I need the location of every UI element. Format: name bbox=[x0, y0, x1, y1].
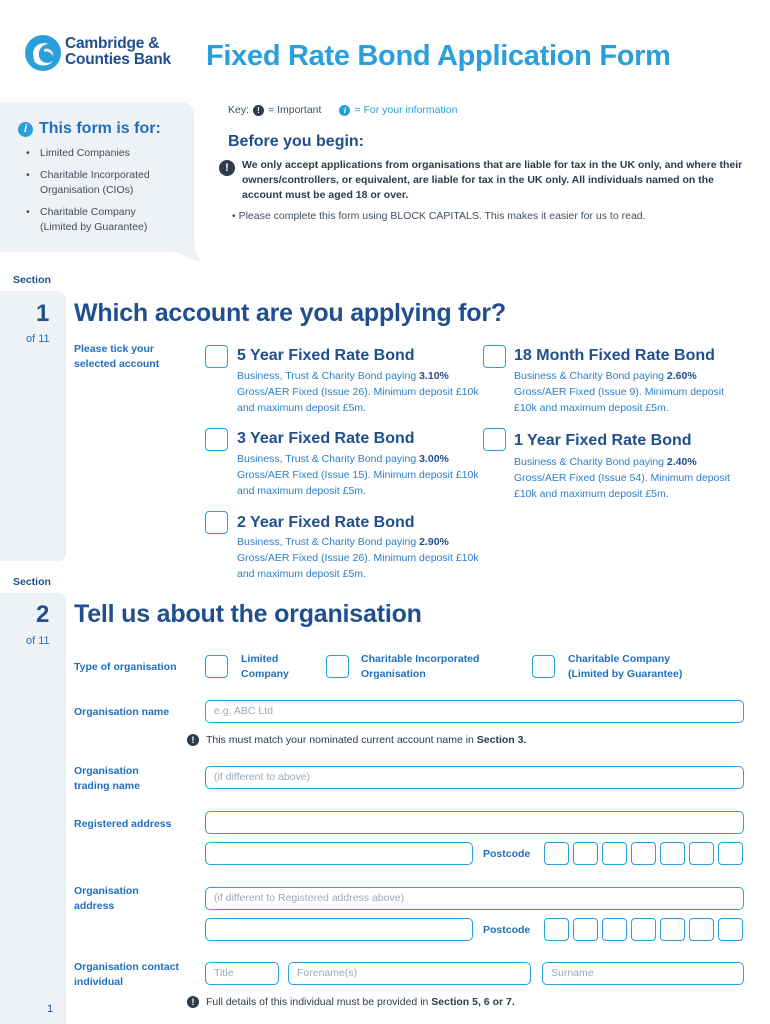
form-title: Fixed Rate Bond Application Form bbox=[206, 40, 671, 72]
section-tab bbox=[0, 291, 66, 561]
option-description: Business, Trust & Charity Bond paying 2.90% Gross/AER Fixed (Issue 26). Minimum deposit £10k and maximum deposit £5m. bbox=[237, 536, 479, 580]
checkbox-cio[interactable] bbox=[326, 655, 349, 678]
eligibility-warning: We only accept applications from organisations that are liable for tax in the UK only, and where their owners/controllers, or equivalent, are liable for tax in the UK only. All individuals named on the account must be aged 18 or over. bbox=[242, 159, 743, 201]
form-for-title: This form is for: bbox=[39, 120, 161, 137]
option-description: Business & Charity Bond paying 2.60% Gross/AER Fixed (Issue 9). Minimum deposit £10k and maximum deposit £5m. bbox=[514, 370, 725, 414]
option-description: Business, Trust & Charity Bond paying 3.00% Gross/AER Fixed (Issue 15). Minimum deposit £10k and maximum deposit £5m. bbox=[237, 453, 479, 497]
postcode-char-input[interactable] bbox=[718, 842, 743, 865]
registered-address-label: Registered address bbox=[74, 818, 172, 830]
trading-name-input[interactable]: (if different to above) bbox=[205, 766, 744, 789]
postcode-char-input[interactable] bbox=[573, 842, 598, 865]
list-item: • Charitable Company (Limited by Guarantee) bbox=[18, 205, 168, 235]
organisation-address-line2-input[interactable] bbox=[205, 918, 473, 941]
contact-individual-label: Organisation contact individual bbox=[74, 961, 180, 988]
checkbox-1-year-bond[interactable] bbox=[483, 428, 506, 451]
section-tab bbox=[0, 593, 66, 1024]
organisation-address-line1-input[interactable]: (if different to Registered address above) bbox=[205, 887, 744, 910]
contact-title-input[interactable]: Title bbox=[205, 962, 279, 985]
checkbox-18-month-bond[interactable] bbox=[483, 345, 506, 368]
checkbox-limited-company[interactable] bbox=[205, 655, 228, 678]
page-number: 1 bbox=[47, 1003, 54, 1015]
form-for-panel bbox=[18, 120, 198, 242]
postcode-char-input[interactable] bbox=[689, 842, 714, 865]
bank-name: Cambridge & Counties Bank bbox=[65, 35, 171, 68]
info-icon: i bbox=[339, 105, 350, 116]
block-capitals-note: • Please complete this form using BLOCK CAPITALS. This makes it easier for us to read. bbox=[232, 210, 752, 222]
organisation-address-label: Organisation address bbox=[74, 885, 139, 912]
section-number: 1 bbox=[36, 300, 50, 327]
postcode-char-input[interactable] bbox=[631, 842, 656, 865]
postcode-label: Postcode bbox=[483, 848, 531, 860]
option-title: 2 Year Fixed Rate Bond bbox=[237, 514, 415, 531]
contact-note: ! Full details of this individual must be provided in Section 5, 6 or 7. bbox=[187, 996, 515, 1008]
section-number: 2 bbox=[36, 601, 50, 628]
option-description: Business, Trust & Charity Bond paying 3.10% Gross/AER Fixed (Issue 26). Minimum deposit £10k and maximum deposit £5m. bbox=[237, 370, 479, 414]
org-type-label: Charitable Incorporated Organisation bbox=[361, 653, 480, 680]
postcode-char-input[interactable] bbox=[573, 918, 598, 941]
section-label: Section bbox=[13, 274, 51, 286]
option-title: 3 Year Fixed Rate Bond bbox=[237, 430, 415, 447]
section-title: Tell us about the organisation bbox=[74, 600, 422, 628]
checkbox-5-year-bond[interactable] bbox=[205, 345, 228, 368]
registered-address-line2-input[interactable] bbox=[205, 842, 473, 865]
postcode-char-input[interactable] bbox=[544, 842, 569, 865]
list-item: • Charitable Incorporated Organisation (CIOs) bbox=[18, 168, 168, 198]
section-of: of 11 bbox=[26, 635, 50, 647]
postcode-char-input[interactable] bbox=[689, 918, 714, 941]
section-of: of 11 bbox=[26, 333, 50, 345]
postcode-char-input[interactable] bbox=[631, 918, 656, 941]
checkbox-charitable-company[interactable] bbox=[532, 655, 555, 678]
organisation-name-label: Organisation name bbox=[74, 706, 170, 718]
bank-logo-icon bbox=[24, 34, 62, 72]
registered-address-line1-input[interactable] bbox=[205, 811, 744, 834]
important-icon: ! bbox=[219, 160, 235, 176]
postcode-char-input[interactable] bbox=[660, 918, 685, 941]
postcode-char-input[interactable] bbox=[544, 918, 569, 941]
org-name-note: ! This must match your nominated current account name in Section 3. bbox=[187, 734, 526, 746]
postcode-char-input[interactable] bbox=[718, 918, 743, 941]
org-type-label: Limited Company bbox=[241, 653, 289, 680]
option-title: 18 Month Fixed Rate Bond bbox=[514, 347, 715, 364]
contact-surname-input[interactable]: Surname bbox=[542, 962, 744, 985]
before-you-begin-title: Before you begin: bbox=[228, 133, 365, 150]
important-icon: ! bbox=[187, 734, 199, 746]
contact-forename-input[interactable]: Forename(s) bbox=[288, 962, 531, 985]
postcode-char-input[interactable] bbox=[602, 918, 627, 941]
option-description: Business & Charity Bond paying 2.40% Gross/AER Fixed (Issue 54). Minimum deposit £10k and maximum deposit £5m. bbox=[514, 456, 730, 500]
org-type-label: Charitable Company (Limited by Guarantee) bbox=[568, 653, 683, 680]
postcode-label: Postcode bbox=[483, 924, 531, 936]
option-title: 5 Year Fixed Rate Bond bbox=[237, 347, 415, 364]
organisation-name-input[interactable]: e.g. ABC Ltd bbox=[205, 700, 744, 723]
list-item: • Limited Companies bbox=[18, 146, 158, 161]
option-title: 1 Year Fixed Rate Bond bbox=[514, 432, 692, 449]
type-of-organisation-label: Type of organisation bbox=[74, 661, 177, 673]
checkbox-2-year-bond[interactable] bbox=[205, 511, 228, 534]
important-icon: ! bbox=[253, 105, 264, 116]
section-label: Section bbox=[13, 576, 51, 588]
checkbox-3-year-bond[interactable] bbox=[205, 428, 228, 451]
trading-name-label: Organisation trading name bbox=[74, 765, 140, 792]
key-legend: Key: ! = Important i = For your information bbox=[228, 104, 458, 116]
postcode-char-input[interactable] bbox=[660, 842, 685, 865]
important-icon: ! bbox=[187, 996, 199, 1008]
postcode-char-input[interactable] bbox=[602, 842, 627, 865]
tick-instruction: Please tick your selected account bbox=[74, 343, 160, 370]
section-title: Which account are you applying for? bbox=[74, 299, 506, 327]
info-icon: i bbox=[18, 122, 33, 137]
